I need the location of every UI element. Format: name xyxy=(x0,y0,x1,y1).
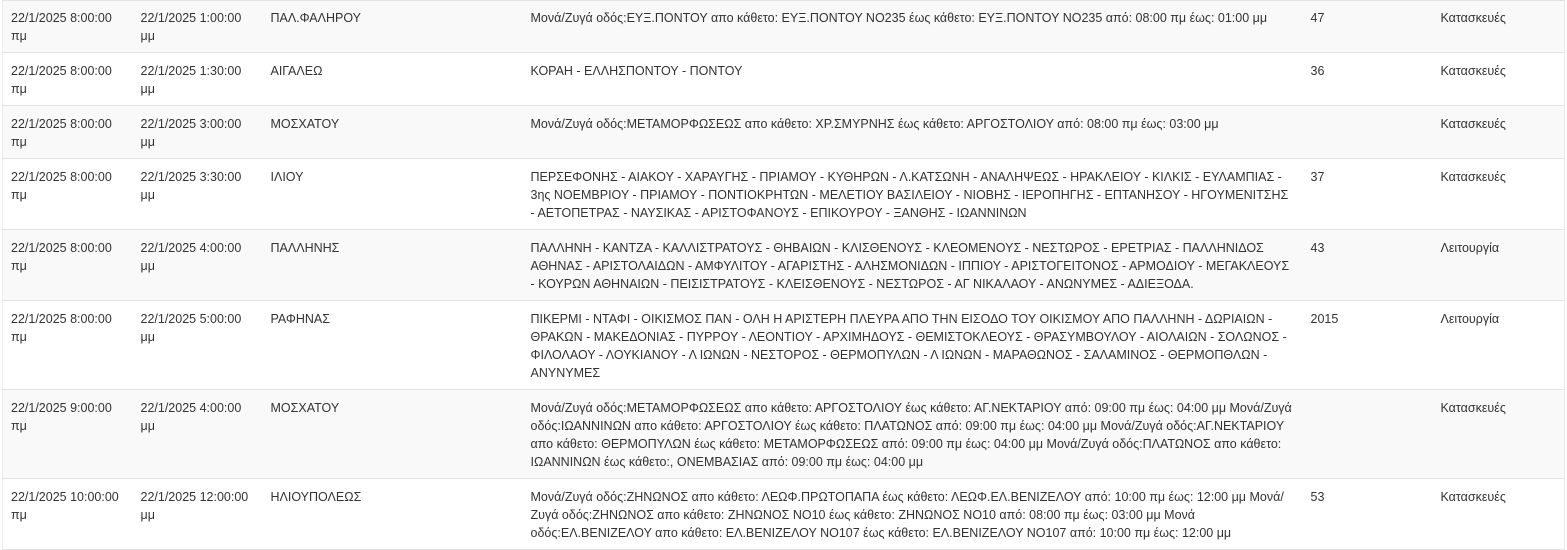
area-cell: ΠΑΛΛΗΝΗΣ xyxy=(263,230,523,301)
code-cell: 37 xyxy=(1303,159,1433,230)
streets-cell: Μονά/Ζυγά οδός:ΜΕΤΑΜΟΡΦΩΣΕΩΣ απο κάθετο: ΧΡ.ΣΜΥΡΝΗΣ έως κάθετο: ΑΡΓΟΣΤΟΛΙΟΥ από: 08:00 πμ έως: 03:00 μμ xyxy=(523,106,1303,159)
code-cell: 43 xyxy=(1303,230,1433,301)
start-time-cell: 22/1/2025 9:00:00 πμ xyxy=(3,390,133,479)
start-time-cell: 22/1/2025 8:00:00 πμ xyxy=(3,53,133,106)
end-time-cell: 22/1/2025 3:00:00 μμ xyxy=(133,106,263,159)
code-cell xyxy=(1303,390,1433,479)
code-cell xyxy=(1303,106,1433,159)
streets-cell: ΠΙΚΕΡΜΙ - ΝΤΑΦΙ - ΟΙΚΙΣΜΟΣ ΠΑΝ - ΟΛΗ Η ΑΡΙΣΤΕΡΗ ΠΛΕΥΡΑ ΑΠΟ ΤΗΝ ΕΙΣΟΔΟ ΤΟΥ ΟΙΚΙΣΜΟΥ ΑΠΟ ΠΑΛΛΗΝΗ - ΔΩΡΙΑΙΩΝ - ΘΡΑΚΩΝ - ΜΑΚΕΔΟΝΙΑΣ - ΠΥΡΡΟΥ - ΛΕΟΝΤΙΟΥ - ΑΡΧΙΜΗΔΟΥΣ - ΘΕΜΙΣΤΟΚΛΕΟΥΣ - ΘΡΑΣΥΜΒΟΥΛΟΥ - ΑΙΟΛΑΙΩΝ - ΣΟΛΩΝΟΣ - ΦΙΛΟΛΑΟΥ - ΛΟΥΚΙΑΝΟΥ - Λ ΙΩΝΩΝ - ΝΕΣΤΟΡΟΣ - ΘΕΡΜΟΠΥΛΩΝ - Λ ΙΩΝΩΝ - ΜΑΡΑΘΩΝΟΣ - ΣΑΛΑΜΙΝΟΣ - ΘΕΡΜΟΠΘΛΩΝ - ΑΝΥΝΥΜΕΣ xyxy=(523,301,1303,390)
streets-cell: ΠΑΛΛΗΝΗ - ΚΑΝΤΖΑ - ΚΑΛΛΙΣΤΡΑΤΟΥΣ - ΘΗΒΑΙΩΝ - ΚΛΙΣΘΕΝΟΥΣ - ΚΛΕΟΜΕΝΟΥΣ - ΝΕΣΤΩΡΟΣ - ΕΡΕΤΡΙΑΣ - ΠΑΛΛΗΝΙΔΟΣ ΑΘΗΝΑΣ - ΑΡΙΣΤΟΛΑΙΔΩΝ - ΑΜΦΥΛΙΤΟΥ - ΑΓΑΡΙΣΤΗΣ - ΑΛΗΣΜΟΝΙΔΩΝ - ΙΠΠΙΟΥ - ΑΡΙΣΤΟΓΕΙΤΟΝΟΣ - ΑΡΜΟΔΙΟΥ - ΜΕΓΑΚΛΕΟΥΣ - ΚΟΥΡΩΝ ΑΘΗΝΑΙΩΝ - ΠΕΙΣΙΣΤΡΑΤΟΥΣ - ΚΛΕΙΣΘΕΝΟΥΣ - ΝΕΣΤΩΡΟΣ - ΑΓ ΝΙΚΑΛΑΟΥ - ΑΝΩΝΥΜΕΣ - ΑΔΙΕΞΟΔΑ. xyxy=(523,230,1303,301)
end-time-cell: 22/1/2025 3:30:00 μμ xyxy=(133,159,263,230)
start-time-cell: 22/1/2025 8:00:00 πμ xyxy=(3,159,133,230)
code-cell: 36 xyxy=(1303,53,1433,106)
area-cell: ΜΟΣΧΑΤΟΥ xyxy=(263,390,523,479)
start-time-cell: 22/1/2025 8:00:00 πμ xyxy=(3,1,133,53)
start-time-cell: 22/1/2025 8:00:00 πμ xyxy=(3,230,133,301)
table-row xyxy=(3,106,1565,159)
streets-cell: Μονά/Ζυγά οδός:ΜΕΤΑΜΟΡΦΩΣΕΩΣ απο κάθετο: ΑΡΓΟΣΤΟΛΙΟΥ έως κάθετο: ΑΓ.ΝΕΚΤΑΡΙΟΥ από: 09:00 πμ έως: 04:00 μμ Μονά/Ζυγά οδός:ΙΩΑΝΝΙΝΩΝ απο κάθετο: ΑΡΓΟΣΤΟΛΙΟΥ έως κάθετο: ΠΛΑΤΩΝΟΣ από: 09:00 πμ έως: 04:00 μμ Μονά/Ζυγά οδός:ΑΓ.ΝΕΚΤΑΡΙΟΥ απο κάθετο: ΘΕΡΜΟΠΥΛΩΝ έως κάθετο: ΜΕΤΑΜΟΡΦΩΣΕΩΣ από: 09:00 πμ έως: 04:00 μμ Μονά/Ζυγά οδός:ΠΛΑΤΩΝΟΣ απο κάθετο: ΙΩΑΝΝΙΝΩΝ έως κάθετο:, ΟΝΕΜΒΑΣΙΑΣ από: 09:00 πμ έως: 04:00 μμ xyxy=(523,390,1303,479)
streets-cell: ΚΟΡΑΗ - ΕΛΛΗΣΠΟΝΤΟΥ - ΠΟΝΤΟΥ xyxy=(523,53,1303,106)
code-cell: 2015 xyxy=(1303,301,1433,390)
table-row xyxy=(3,230,1565,301)
table-row xyxy=(3,159,1565,230)
start-time-cell: 22/1/2025 8:00:00 πμ xyxy=(3,301,133,390)
end-time-cell: 22/1/2025 12:00:00 μμ xyxy=(133,479,263,550)
reason-cell: Κατασκευές xyxy=(1433,53,1565,106)
streets-cell: ΠΕΡΣΕΦΟΝΗΣ - ΑΙΑΚΟΥ - ΧΑΡΑΥΓΗΣ - ΠΡΙΑΜΟΥ - ΚΥΘΗΡΩΝ - Λ.ΚΑΤΣΩΝΗ - ΑΝΑΛΗΨΕΩΣ - ΗΡΑΚΛΕΙΟΥ - ΚΙΛΚΙΣ - ΕΥΛΑΜΠΙΑΣ - 3ης ΝΟΕΜΒΡΙΟΥ - ΠΡΙΑΜΟΥ - ΠΟΝΤΙΟΚΡΗΤΩΝ - ΜΕΛΕΤΙΟΥ ΒΑΣΙΛΕΙΟΥ - ΝΙΟΒΗΣ - ΙΕΡΟΠΗΓΗΣ - ΕΠΤΑΝΗΣΟΥ - ΗΓΟΥΜΕΝΙΤΣΗΣ - ΑΕΤΟΠΕΤΡΑΣ - ΝΑΥΣΙΚΑΣ - ΑΡΙΣΤΟΦΑΝΟΥΣ - ΕΠΙΚΟΥΡΟΥ - ΞΑΝΘΗΣ - ΙΩΑΝΝΙΝΩΝ xyxy=(523,159,1303,230)
code-cell: 47 xyxy=(1303,1,1433,53)
area-cell: ΜΟΣΧΑΤΟΥ xyxy=(263,106,523,159)
area-cell: ΙΛΙΟΥ xyxy=(263,159,523,230)
end-time-cell: 22/1/2025 5:00:00 μμ xyxy=(133,301,263,390)
end-time-cell: 22/1/2025 4:00:00 μμ xyxy=(133,230,263,301)
end-time-cell: 22/1/2025 1:30:00 μμ xyxy=(133,53,263,106)
outages-table-container xyxy=(2,0,1564,550)
end-time-cell: 22/1/2025 1:00:00 μμ xyxy=(133,1,263,53)
streets-cell: Μονά/Ζυγά οδός:ΖΗΝΩΝΟΣ απο κάθετο: ΛΕΩΦ.ΠΡΩΤΟΠΑΠΑ έως κάθετο: ΛΕΩΦ.ΕΛ.ΒΕΝΙΖΕΛΟΥ από: 10:00 πμ έως: 12:00 μμ Μονά/Ζυγά οδός:ΖΗΝΩΝΟΣ απο κάθετο: ΖΗΝΩΝΟΣ ΝΟ10 έως κάθετο: ΖΗΝΩΝΟΣ ΝΟ10 από: 08:00 πμ έως: 03:00 μμ Μονά οδός:ΕΛ.ΒΕΝΙΖΕΛΟΥ απο κάθετο: ΕΛ.ΒΕΝΙΖΕΛΟΥ ΝΟ107 έως κάθετο: ΕΛ.ΒΕΝΙΖΕΛΟΥ ΝΟ107 από: 10:00 πμ έως: 12:00 μμ xyxy=(523,479,1303,550)
reason-cell: Κατασκευές xyxy=(1433,1,1565,53)
reason-cell: Κατασκευές xyxy=(1433,479,1565,550)
streets-cell: Μονά/Ζυγά οδός:ΕΥΞ.ΠΟΝΤΟΥ απο κάθετο: ΕΥΞ.ΠΟΝΤΟΥ ΝΟ235 έως κάθετο: ΕΥΞ.ΠΟΝΤΟΥ ΝΟ235 από: 08:00 πμ έως: 01:00 μμ xyxy=(523,1,1303,53)
code-cell: 53 xyxy=(1303,479,1433,550)
table-row xyxy=(3,301,1565,390)
table-row xyxy=(3,53,1565,106)
area-cell: ΗΛΙΟΥΠΟΛΕΩΣ xyxy=(263,479,523,550)
reason-cell: Λειτουργία xyxy=(1433,301,1565,390)
reason-cell: Λειτουργία xyxy=(1433,230,1565,301)
outages-table xyxy=(2,0,1565,550)
table-row xyxy=(3,479,1565,550)
area-cell: ΡΑΦΗΝΑΣ xyxy=(263,301,523,390)
start-time-cell: 22/1/2025 8:00:00 πμ xyxy=(3,106,133,159)
table-row xyxy=(3,1,1565,53)
area-cell: ΑΙΓΑΛΕΩ xyxy=(263,53,523,106)
reason-cell: Κατασκευές xyxy=(1433,159,1565,230)
table-row xyxy=(3,390,1565,479)
reason-cell: Κατασκευές xyxy=(1433,106,1565,159)
area-cell: ΠΑΛ.ΦΑΛΗΡΟΥ xyxy=(263,1,523,53)
reason-cell: Κατασκευές xyxy=(1433,390,1565,479)
start-time-cell: 22/1/2025 10:00:00 πμ xyxy=(3,479,133,550)
end-time-cell: 22/1/2025 4:00:00 μμ xyxy=(133,390,263,479)
